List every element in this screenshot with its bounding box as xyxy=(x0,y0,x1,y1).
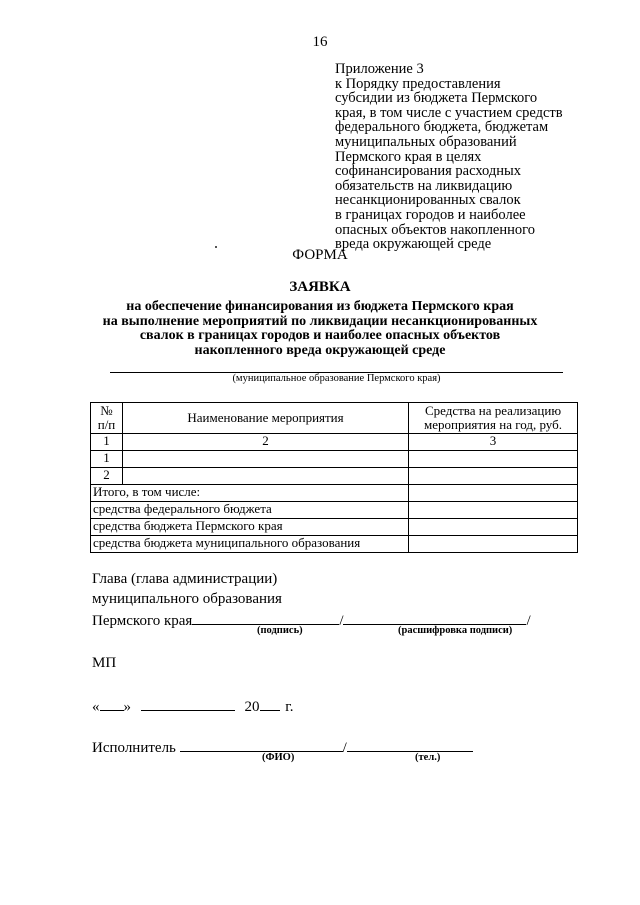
appendix-line: софинансирования расходных xyxy=(335,163,521,180)
appendix-line: края, в том числе с участием средств xyxy=(335,104,563,121)
document-title: ЗАЯВКА xyxy=(289,279,351,295)
document-subtitle xyxy=(60,300,580,358)
index-cell: 2 xyxy=(123,434,409,451)
slash: / xyxy=(342,740,347,756)
total-funds-cell[interactable] xyxy=(409,485,578,502)
row-num: 2 xyxy=(91,468,123,485)
municipal-funds-cell[interactable] xyxy=(409,536,578,553)
appendix-line: вреда окружающей среде xyxy=(335,236,492,253)
executor-phone-field[interactable] xyxy=(347,737,473,752)
municipal-row xyxy=(91,536,578,553)
signature-decoding-field[interactable] xyxy=(343,610,526,625)
year-field[interactable] xyxy=(260,696,280,711)
slash: / xyxy=(526,613,531,629)
regional-row xyxy=(91,519,578,536)
federal-funds-cell[interactable] xyxy=(409,502,578,519)
federal-label: средства федерального бюджета xyxy=(91,502,409,519)
row-funds-cell[interactable] xyxy=(409,468,578,485)
subtitle-line: на выполнение мероприятий по ликвидации несанкционированных xyxy=(102,313,538,329)
regional-funds-cell[interactable] xyxy=(409,519,578,536)
month-field[interactable] xyxy=(141,696,235,711)
open-quote: « xyxy=(92,699,100,715)
appendix-line: опасных объектов накопленного xyxy=(335,221,535,238)
head-title-line3: Пермского края xyxy=(92,613,193,629)
decoding-caption: (расшифровка подписи) xyxy=(398,625,513,636)
row-name-cell[interactable] xyxy=(123,468,409,485)
header-num: № п/п xyxy=(91,403,123,434)
appendix-line: несанкционированных свалок xyxy=(335,192,521,209)
signature-field[interactable] xyxy=(192,610,339,625)
executor-label: Исполнитель xyxy=(92,740,176,756)
year-prefix: 20 xyxy=(244,699,260,715)
municipality-caption: (муниципальное образование Пермского края) xyxy=(232,373,441,384)
row-name-cell[interactable] xyxy=(123,451,409,468)
appendix-line: Приложение 3 xyxy=(335,61,424,77)
regional-label: средства бюджета Пермского края xyxy=(91,519,409,536)
table-row xyxy=(91,468,578,485)
close-quote: » xyxy=(123,699,131,715)
head-title-line2: муниципального образования xyxy=(92,591,282,607)
subtitle-line: свалок в границах городов и наиболее опасных объектов xyxy=(139,328,501,343)
date-line xyxy=(92,696,293,716)
head-title-line1: Глава (глава администрации) xyxy=(92,571,278,587)
slash: / xyxy=(339,613,344,629)
appendix-line: муниципальных образований xyxy=(335,133,517,150)
index-cell: 3 xyxy=(409,434,578,451)
appendix-line: Пермского края в целях xyxy=(335,148,482,165)
appendix-block xyxy=(335,62,605,252)
name-caption: (ФИО) xyxy=(262,752,295,763)
signature-caption: (подпись) xyxy=(257,625,303,636)
request-table xyxy=(90,402,578,553)
total-row xyxy=(91,485,578,502)
year-suffix: г. xyxy=(285,699,294,715)
row-funds-cell[interactable] xyxy=(409,451,578,468)
appendix-line: федерального бюджета, бюджетам xyxy=(335,119,549,136)
appendix-line: обязательств на ликвидацию xyxy=(335,177,513,194)
subtitle-line: накопленного вреда окружающей среде xyxy=(194,342,446,358)
table-index-row xyxy=(91,434,578,451)
federal-row xyxy=(91,502,578,519)
form-label: ФОРМА xyxy=(292,247,348,263)
appendix-line: в границах городов и наиболее xyxy=(335,206,526,223)
header-funds: Средства на реализацию мероприятия на год, руб. xyxy=(409,403,578,434)
table-header-row xyxy=(91,403,578,434)
page-number: 16 xyxy=(312,34,328,50)
municipal-label: средства бюджета муниципального образования xyxy=(91,536,409,553)
header-name: Наименование мероприятия xyxy=(123,403,409,434)
appendix-line: субсидии из бюджета Пермского xyxy=(335,90,538,107)
table-row xyxy=(91,451,578,468)
subtitle-line: на обеспечение финансирования из бюджета Пермского края xyxy=(126,299,514,314)
appendix-line: к Порядку предоставления xyxy=(335,75,501,92)
total-label: Итого, в том числе: xyxy=(91,485,409,502)
index-cell: 1 xyxy=(91,434,123,451)
phone-caption: (тел.) xyxy=(415,752,441,763)
row-num: 1 xyxy=(91,451,123,468)
executor-name-field[interactable] xyxy=(180,737,343,752)
stamp-place: МП xyxy=(92,655,117,671)
day-field[interactable] xyxy=(100,696,124,711)
